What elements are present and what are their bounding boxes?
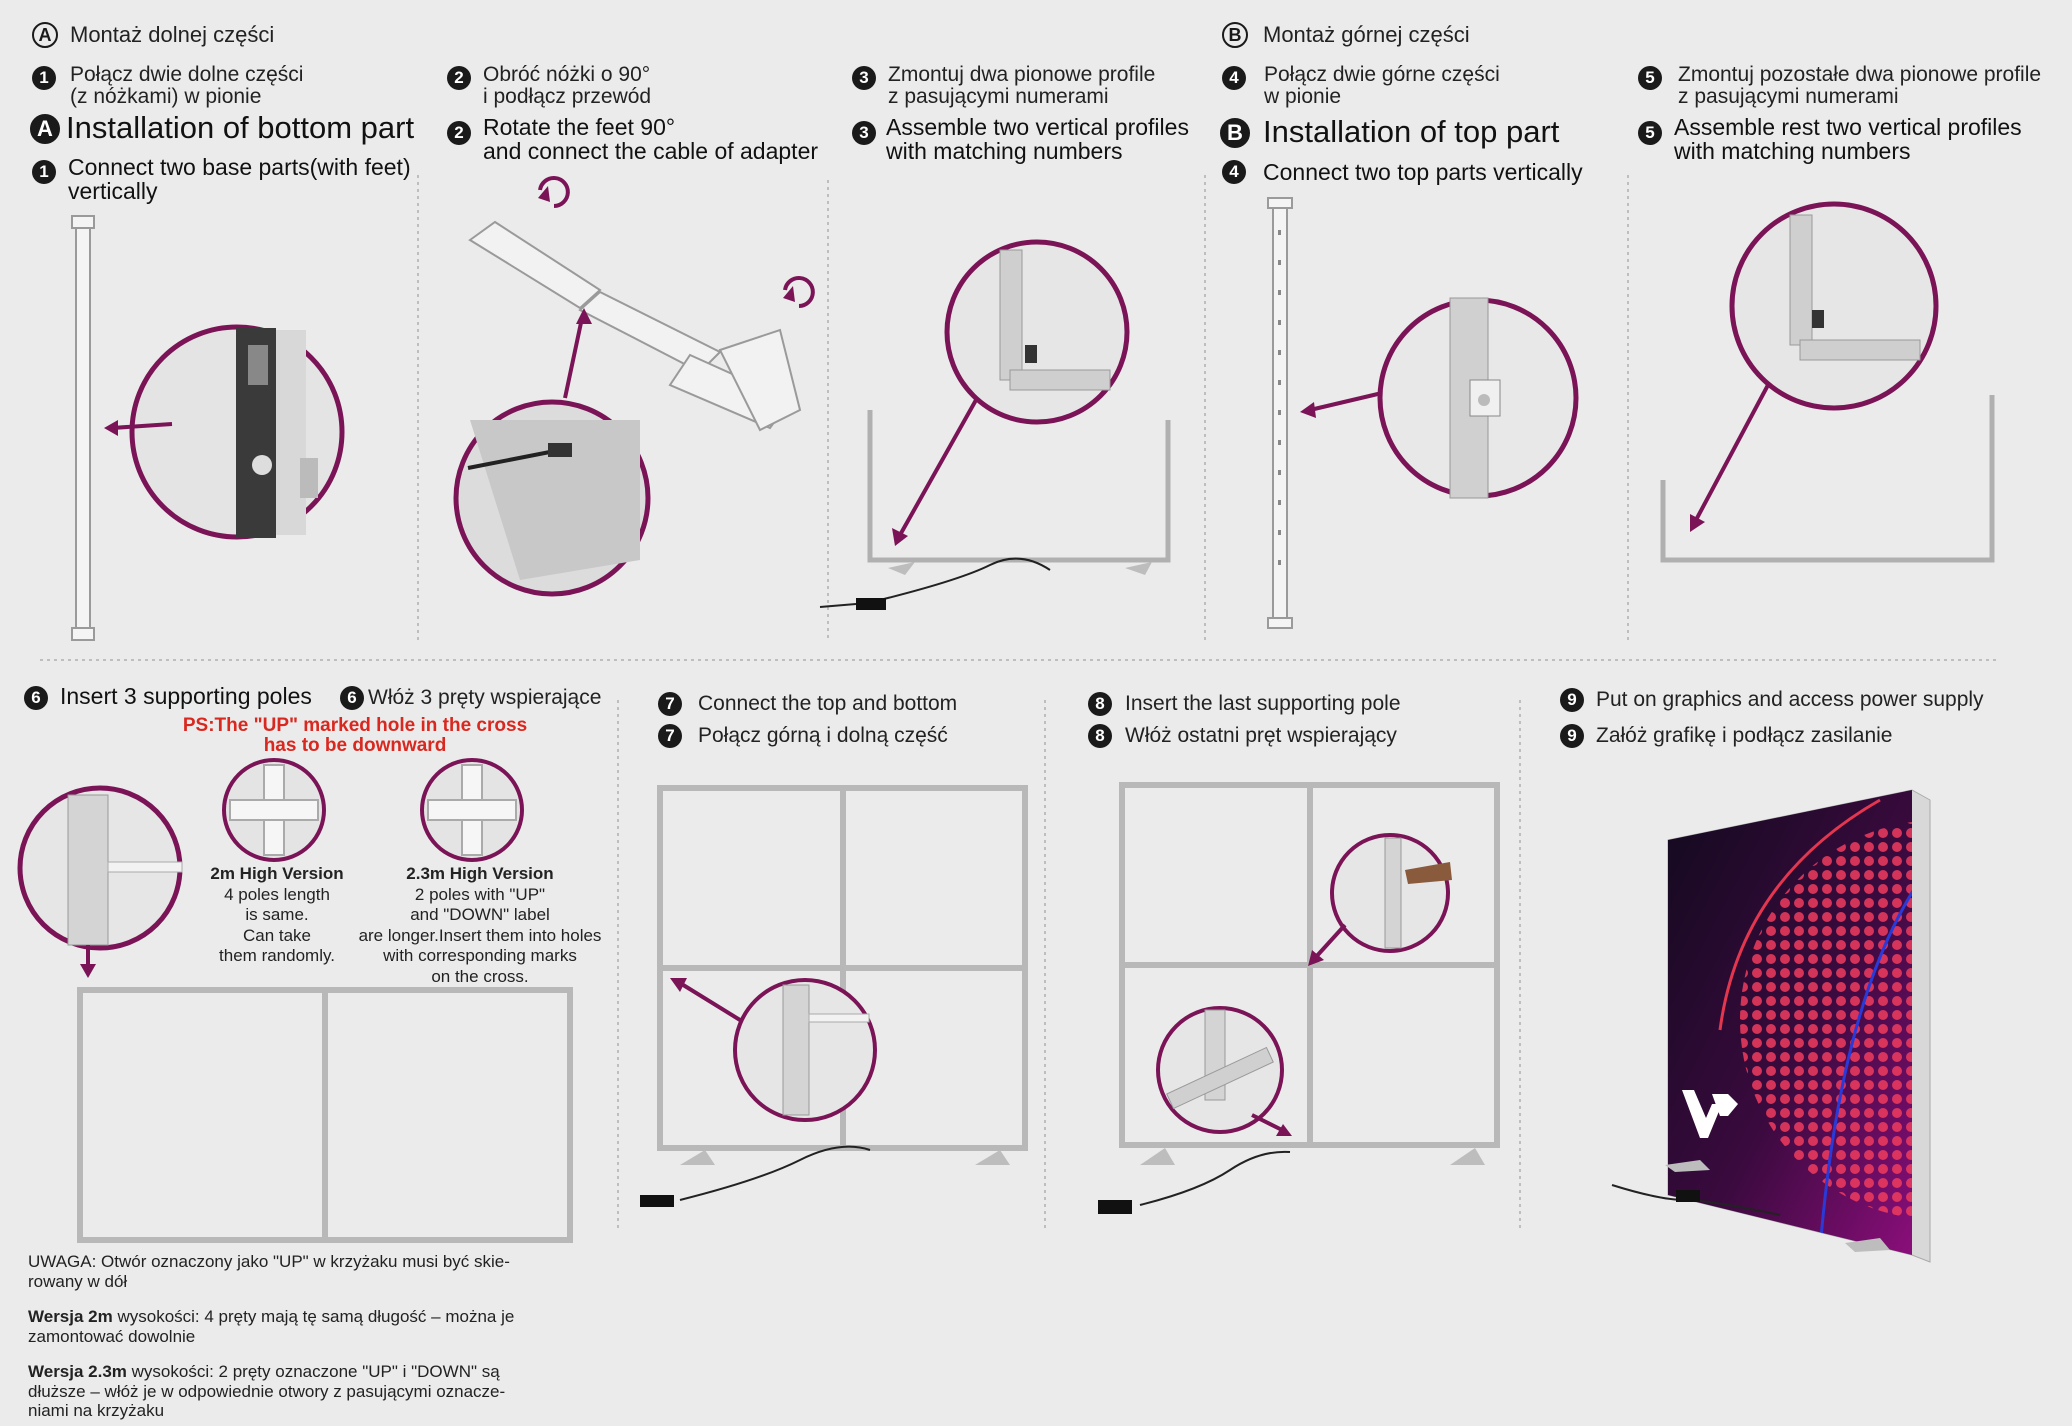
step-8-en-text: Insert the last supporting pole bbox=[1125, 692, 1401, 715]
step-2-badge-pl: 2 bbox=[447, 66, 471, 90]
step-6-en-text: Insert 3 supporting poles bbox=[60, 683, 312, 709]
ps-note: PS:The "UP" marked hole in the cross has to be downward bbox=[182, 715, 528, 756]
step-3-pl-text: Zmontuj dwa pionowe profile z pasującymi numerami bbox=[888, 63, 1156, 109]
wersja-23m-label: Wersja 2.3m bbox=[28, 1362, 127, 1381]
step-7-pl-text: Połącz górną i dolną część bbox=[698, 724, 948, 747]
version-2m-title: 2m High Version bbox=[210, 864, 344, 883]
wersja-2m-text: wysokości: 4 pręty mają tę samą długość – można je zamontować dowolnie bbox=[28, 1307, 515, 1346]
step-3-badge-en: 3 bbox=[852, 121, 876, 145]
step-3-badge-pl: 3 bbox=[852, 66, 876, 90]
step-8-badge-pl: 8 bbox=[1088, 724, 1112, 748]
step-4-en-text: Connect two top parts vertically bbox=[1263, 159, 1583, 185]
step-6-pl-text: Włóż 3 pręty wspierające bbox=[368, 686, 602, 709]
wersja-2m-label: Wersja 2m bbox=[28, 1307, 113, 1326]
section-b-pl-title: Montaż górnej części bbox=[1263, 22, 1470, 47]
section-b-letter-badge-en: B bbox=[1220, 118, 1250, 148]
version-23m-title: 2.3m High Version bbox=[406, 864, 554, 883]
step-1-badge-pl: 1 bbox=[32, 66, 56, 90]
step-5-badge-pl: 5 bbox=[1638, 66, 1662, 90]
section-b-letter-badge: B bbox=[1222, 22, 1248, 48]
step-5-badge-en: 5 bbox=[1638, 121, 1662, 145]
section-a-letter-badge-en: A bbox=[30, 114, 60, 144]
step-6-badge-pl: 6 bbox=[340, 686, 364, 710]
section-a-pl-title: Montaż dolnej części bbox=[70, 22, 275, 47]
step-8-pl-text: Włóż ostatni pręt wspierający bbox=[1125, 724, 1397, 747]
version-2m-text: 4 poles length is same. Can take them randomly. bbox=[219, 885, 335, 966]
step-5-pl-text: Zmontuj pozostałe dwa pionowe profile z pasującymi numerami bbox=[1678, 63, 2042, 109]
section-b-en-title: Installation of top part bbox=[1263, 114, 1560, 149]
step-9-en-text: Put on graphics and access power supply bbox=[1596, 688, 1984, 711]
step-1-en-text: Connect two base parts(with feet) vertically bbox=[68, 154, 411, 205]
step-7-badge-pl: 7 bbox=[658, 724, 682, 748]
step-5-en-text: Assemble rest two vertical profiles with matching numbers bbox=[1674, 114, 2022, 165]
power-adapter-icon bbox=[1676, 1190, 1700, 1202]
step-9-pl-text: Załóż grafikę i podłącz zasilanie bbox=[1596, 724, 1893, 747]
step-2-pl-text: Obróć nóżki o 90° i podłącz przewód bbox=[483, 63, 652, 109]
step-3-en-text: Assemble two vertical profiles with matching numbers bbox=[886, 114, 1189, 165]
step-9-badge-pl: 9 bbox=[1560, 724, 1584, 748]
step-1-badge-en: 1 bbox=[32, 160, 56, 184]
step-7-badge-en: 7 bbox=[658, 692, 682, 716]
step-7-en-text: Connect the top and bottom bbox=[698, 692, 958, 715]
step-6-badge-en: 6 bbox=[24, 686, 48, 710]
step-4-badge-en: 4 bbox=[1222, 160, 1246, 184]
step-8-badge-en: 8 bbox=[1088, 692, 1112, 716]
version-23m-text: 2 poles with "UP" and "DOWN" label are longer.Insert them into holes with corresponding marks on the cross. bbox=[358, 885, 602, 986]
uwaga-note: UWAGA: Otwór oznaczony jako "UP" w krzyżaku musi być skie- rowany w dół bbox=[28, 1252, 510, 1291]
wersja-23m-text: wysokości: 2 pręty oznaczone "UP" i "DOWN" są dłuższe – włóż je w odpowiednie otwory z pasującymi oznacze- niami na krzyżaku bbox=[28, 1362, 506, 1421]
step-1-pl-text: Połącz dwie dolne części (z nóżkami) w pionie bbox=[70, 63, 304, 109]
step-2-en-text: Rotate the feet 90° and connect the cable of adapter bbox=[483, 114, 819, 165]
step-2-badge-en: 2 bbox=[447, 121, 471, 145]
section-a-letter-badge: A bbox=[32, 22, 58, 48]
section-a-en-title: Installation of bottom part bbox=[66, 110, 415, 145]
step-4-badge-pl: 4 bbox=[1222, 66, 1246, 90]
step-4-pl-text: Połącz dwie górne części w pionie bbox=[1264, 63, 1500, 109]
step-9-badge-en: 9 bbox=[1560, 688, 1584, 712]
